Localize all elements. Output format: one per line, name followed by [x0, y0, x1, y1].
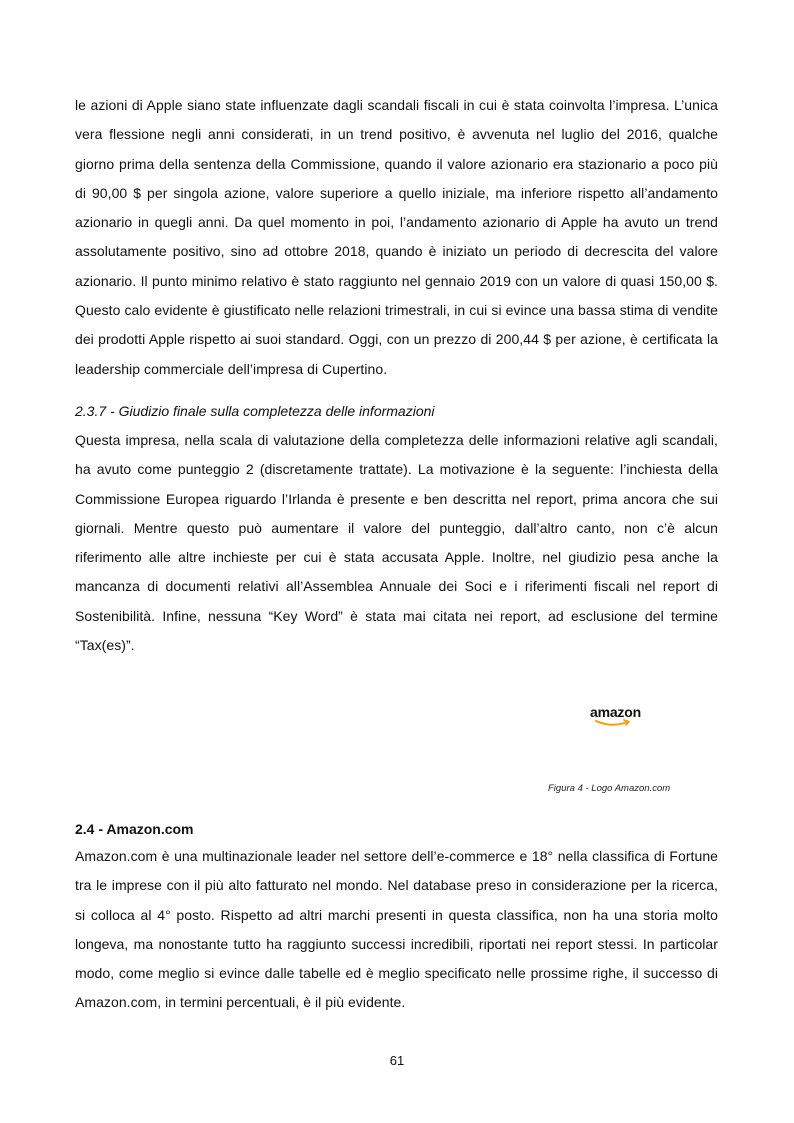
section-heading-2-3-7: 2.3.7 - Giudizio finale sulla completezza delle informazioni [75, 403, 435, 419]
amazon-logo [590, 704, 654, 732]
paragraph-final-judgement: Questa impresa, nella scala di valutazione della completezza delle informazioni relative agli scandali, ha avuto come punteggio 2 (discretamente trattate). La motivazione è la seguente: l’inchiesta della Commissione Europea riguardo l’Irlanda è presente e ben descritta nel report, prima ancora che sui giornali. Mentre questo può aumentare il valore del punteggio, dall’altro canto, non c’è alcun riferimento alle altre inchieste per cui è stata accusata Apple. Inoltre, nel giudizio pesa anche la mancanza di documenti relativi all’Assemblea Annuale dei Soci e i riferimenti fiscali nel report di Sostenibilità. Infine, nessuna “Key Word” è stata mai citata nei report, ad esclusione del termine “Tax(es)”. [75, 432, 718, 654]
paragraph-amazon-intro: Amazon.com è una multinazionale leader nel settore dell’e-commerce e 18° nella classifica di Fortune tra le imprese con il più alto fatturato nel mondo. Nel database preso in considerazione per la ricerca, si colloca al 4° posto. Rispetto ad altri marchi presenti in questa classifica, non ha una storia molto longeva, ma nonostante tutto ha raggiunto successi incredibili, riportati nei report stessi. In particolar modo, come meglio si evince dalle tabelle ed è meglio specificato nelle prossime righe, il successo di Amazon.com, in termini percentuali, è il più evidente. [75, 848, 718, 1011]
figure-caption: Figura 4 - Logo Amazon.com [548, 783, 671, 794]
section-heading-2-4: 2.4 - Amazon.com [75, 821, 194, 837]
amazon-logo-wordmark: amazon [590, 704, 641, 720]
page-number: 61 [389, 1053, 405, 1068]
amazon-smile-icon [594, 719, 634, 729]
paragraph-apple-stock-trend: le azioni di Apple siano state influenzate dagli scandali fiscali in cui è stata coinvolta l’impresa. L’unica vera flessione negli anni considerati, in un trend positivo, è avvenuta nel luglio del 2016, qualche giorno prima della sentenza della Commissione, quando il valore azionario era stazionario a poco più di 90,00 $ per singola azione, valore superiore a quello iniziale, ma inferiore rispetto all’andamento azionario in quegli anni. Da quel momento in poi, l’andamento azionario di Apple ha avuto un trend assolutamente positivo, sino ad ottobre 2018, quando è iniziato un periodo di decrescita del valore azionario. Il punto minimo relativo è stato raggiunto nel gennaio 2019 con un valore di quasi 150,00 $. Questo calo evidente è giustificato nelle relazioni trimestrali, in cui si evince una bassa stima di vendite dei prodotti Apple rispetto ai suoi standard. Oggi, con un prezzo di 200,44 $ per azione, è certificata la leadership commerciale dell’impresa di Cupertino. [75, 97, 718, 377]
